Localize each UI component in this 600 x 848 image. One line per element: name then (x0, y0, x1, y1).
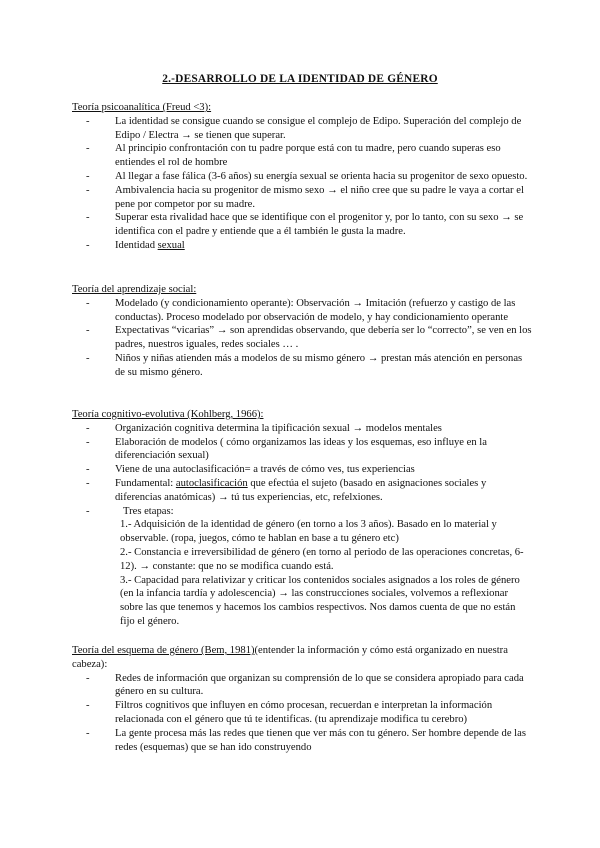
list-item (72, 672, 532, 700)
section-heading: Teoría psicoanalítica (Freud <3): (72, 102, 212, 113)
list-item (72, 477, 532, 505)
list-item (72, 115, 532, 143)
section-psicoanalitica (72, 101, 532, 253)
bullet-dash: - (86, 325, 90, 337)
underlined-term: sexual (157, 239, 185, 251)
bullet-dash: - (86, 505, 90, 517)
list-item-text: Redes de información que organizan su comprensión de lo que se considera apropiado para cada género en su cultura. (115, 672, 524, 698)
list-item-text: La gente procesa más las redes que tienen que ver más con tu género. Ser hombre depende de las redes (esquemas) que se han ido construyendo (115, 727, 526, 753)
fundamental-prefix: Fundamental: (115, 477, 176, 489)
stage-item: 1.- Adquisición de la identidad de género (en torno a los 3 años). Basado en lo material y observable. (ropa, juegos, cómo te hablan en base a tu género etc) (120, 519, 497, 545)
list-item-text: Viene de una autoclasificación= a través de cómo ves, tus experiencias (115, 464, 415, 476)
section-heading: Teoría cognitivo-evolutiva (Kohlberg, 1966): (72, 409, 264, 420)
bullet-dash: - (86, 422, 90, 434)
underlined-term: autoclasificación (175, 477, 248, 489)
bullet-dash: - (86, 436, 90, 448)
list-item (72, 352, 532, 380)
page-title-text: 2.-DESARROLLO DE LA IDENTIDAD DE GÉNERO (162, 73, 438, 85)
list-item (72, 422, 532, 436)
list-item-text: Ambivalencia hacia su progenitor de mismo sexo → el niño cree que su padre le vaya a cortar el pene por competor por su madre. (115, 184, 524, 210)
list-item (72, 239, 532, 253)
bullet-dash: - (86, 700, 90, 712)
bullet-dash: - (86, 477, 90, 489)
list-item (72, 142, 532, 170)
section-aprendizaje-social (72, 283, 532, 380)
section-esquema-de-genero (72, 644, 532, 754)
bullet-dash: - (86, 352, 90, 364)
fundamental-rest: que efectúa el sujeto (basado en asignaciones sociales y diferencias anatómicas) → tú tus experiencias, etc, refelxiones. (115, 477, 487, 503)
list-item-text: Superar esta rivalidad hace que se identifique con el progenitor y, por lo tanto, con su sexo → se identifica con el padre y entiende que a él también le gusta la madre. (115, 212, 524, 238)
list-item-text: Modelado (y condicionamiento operante): Observación → Imitación (refuerzo y castigo de las conductas). Proceso modelado por observación de modelo, y hay condicionamiento operante (115, 297, 516, 323)
section-cognitivo-evolutiva (72, 408, 532, 629)
stages-label: Tres etapas: (123, 505, 174, 517)
page-title (0, 73, 600, 87)
list-item (72, 727, 532, 755)
bullet-dash: - (86, 464, 90, 476)
bullet-dash: - (86, 672, 90, 684)
bullet-dash: - (86, 727, 90, 739)
list-item-prefix: Identidad (115, 239, 158, 251)
list-item (72, 505, 532, 519)
list-item-text: Al principio confrontación con tu padre porque está con tu madre, pero cuando superas eso entiendes el rol de hombre (115, 143, 501, 169)
bullet-dash: - (86, 170, 90, 182)
stage-item: 2.- Constancia e irreversibilidad de género (en torno al periodo de las operaciones concretas, 6-12). → constante: que no se modifica cuando está. (120, 546, 524, 572)
section-heading-rest: (entender la información y cómo está organizado en nuestra cabeza): (72, 645, 508, 670)
stage-item: 3.- Capacidad para relativizar y criticar los contenidos sociales asignados a los roles de género (en la infancia tardía y adolescencia) → las construcciones sociales, volvemos a reflexionar sobre las que tenemos y hacemos los cambios respectivos. Nos damos cuenta de que no están fijo el género. (120, 574, 520, 627)
list-item (72, 211, 532, 239)
list-item-text: Expectativas “vicarias” → son aprendidas observando, que debería ser lo “correcto”, se ven en los padres, nuestros iguales, redes sociales … . (115, 325, 532, 351)
list-item-text: Elaboración de modelos ( cómo organizamos las ideas y los esquemas, eso influye en la diferenciación sexual) (115, 436, 487, 462)
bullet-dash: - (86, 184, 90, 196)
list-item (72, 170, 532, 184)
list-item-text: Niños y niñas atienden más a modelos de su mismo género → prestan más atención en personas de su mismo género. (115, 352, 523, 378)
bullet-dash: - (86, 115, 90, 127)
list-item (72, 699, 532, 727)
list-item (72, 463, 532, 477)
bullet-dash: - (86, 143, 90, 155)
list-item (72, 297, 532, 325)
bullet-dash: - (86, 239, 90, 251)
section-heading-underlined: Teoría del esquema de género (Bem, 1981) (72, 645, 255, 656)
section-heading: Teoría del aprendizaje social: (72, 284, 197, 295)
list-item (72, 324, 532, 352)
list-item (72, 184, 532, 212)
list-item-text: Al llegar a fase fálica (3-6 años) su energía sexual se orienta hacia su progenitor de sexo opuesto. (115, 170, 528, 182)
bullet-dash: - (86, 297, 90, 309)
list-item-text: Organización cognitiva determina la tipificación sexual → modelos mentales (115, 422, 442, 434)
section-heading (72, 644, 532, 672)
list-item-text: Filtros cognitivos que influyen en cómo procesan, recuerdan e interpretan la información relacionada con el género que tú te identificas. (tu aprendizaje modifica tu cerebro) (115, 700, 493, 725)
list-item (72, 436, 532, 464)
bullet-dash: - (86, 212, 90, 224)
list-item-text: La identidad se consigue cuando se consigue el complejo de Edipo. Superación del complejo de Edipo / Electra → se tienen que superar. (115, 115, 522, 141)
